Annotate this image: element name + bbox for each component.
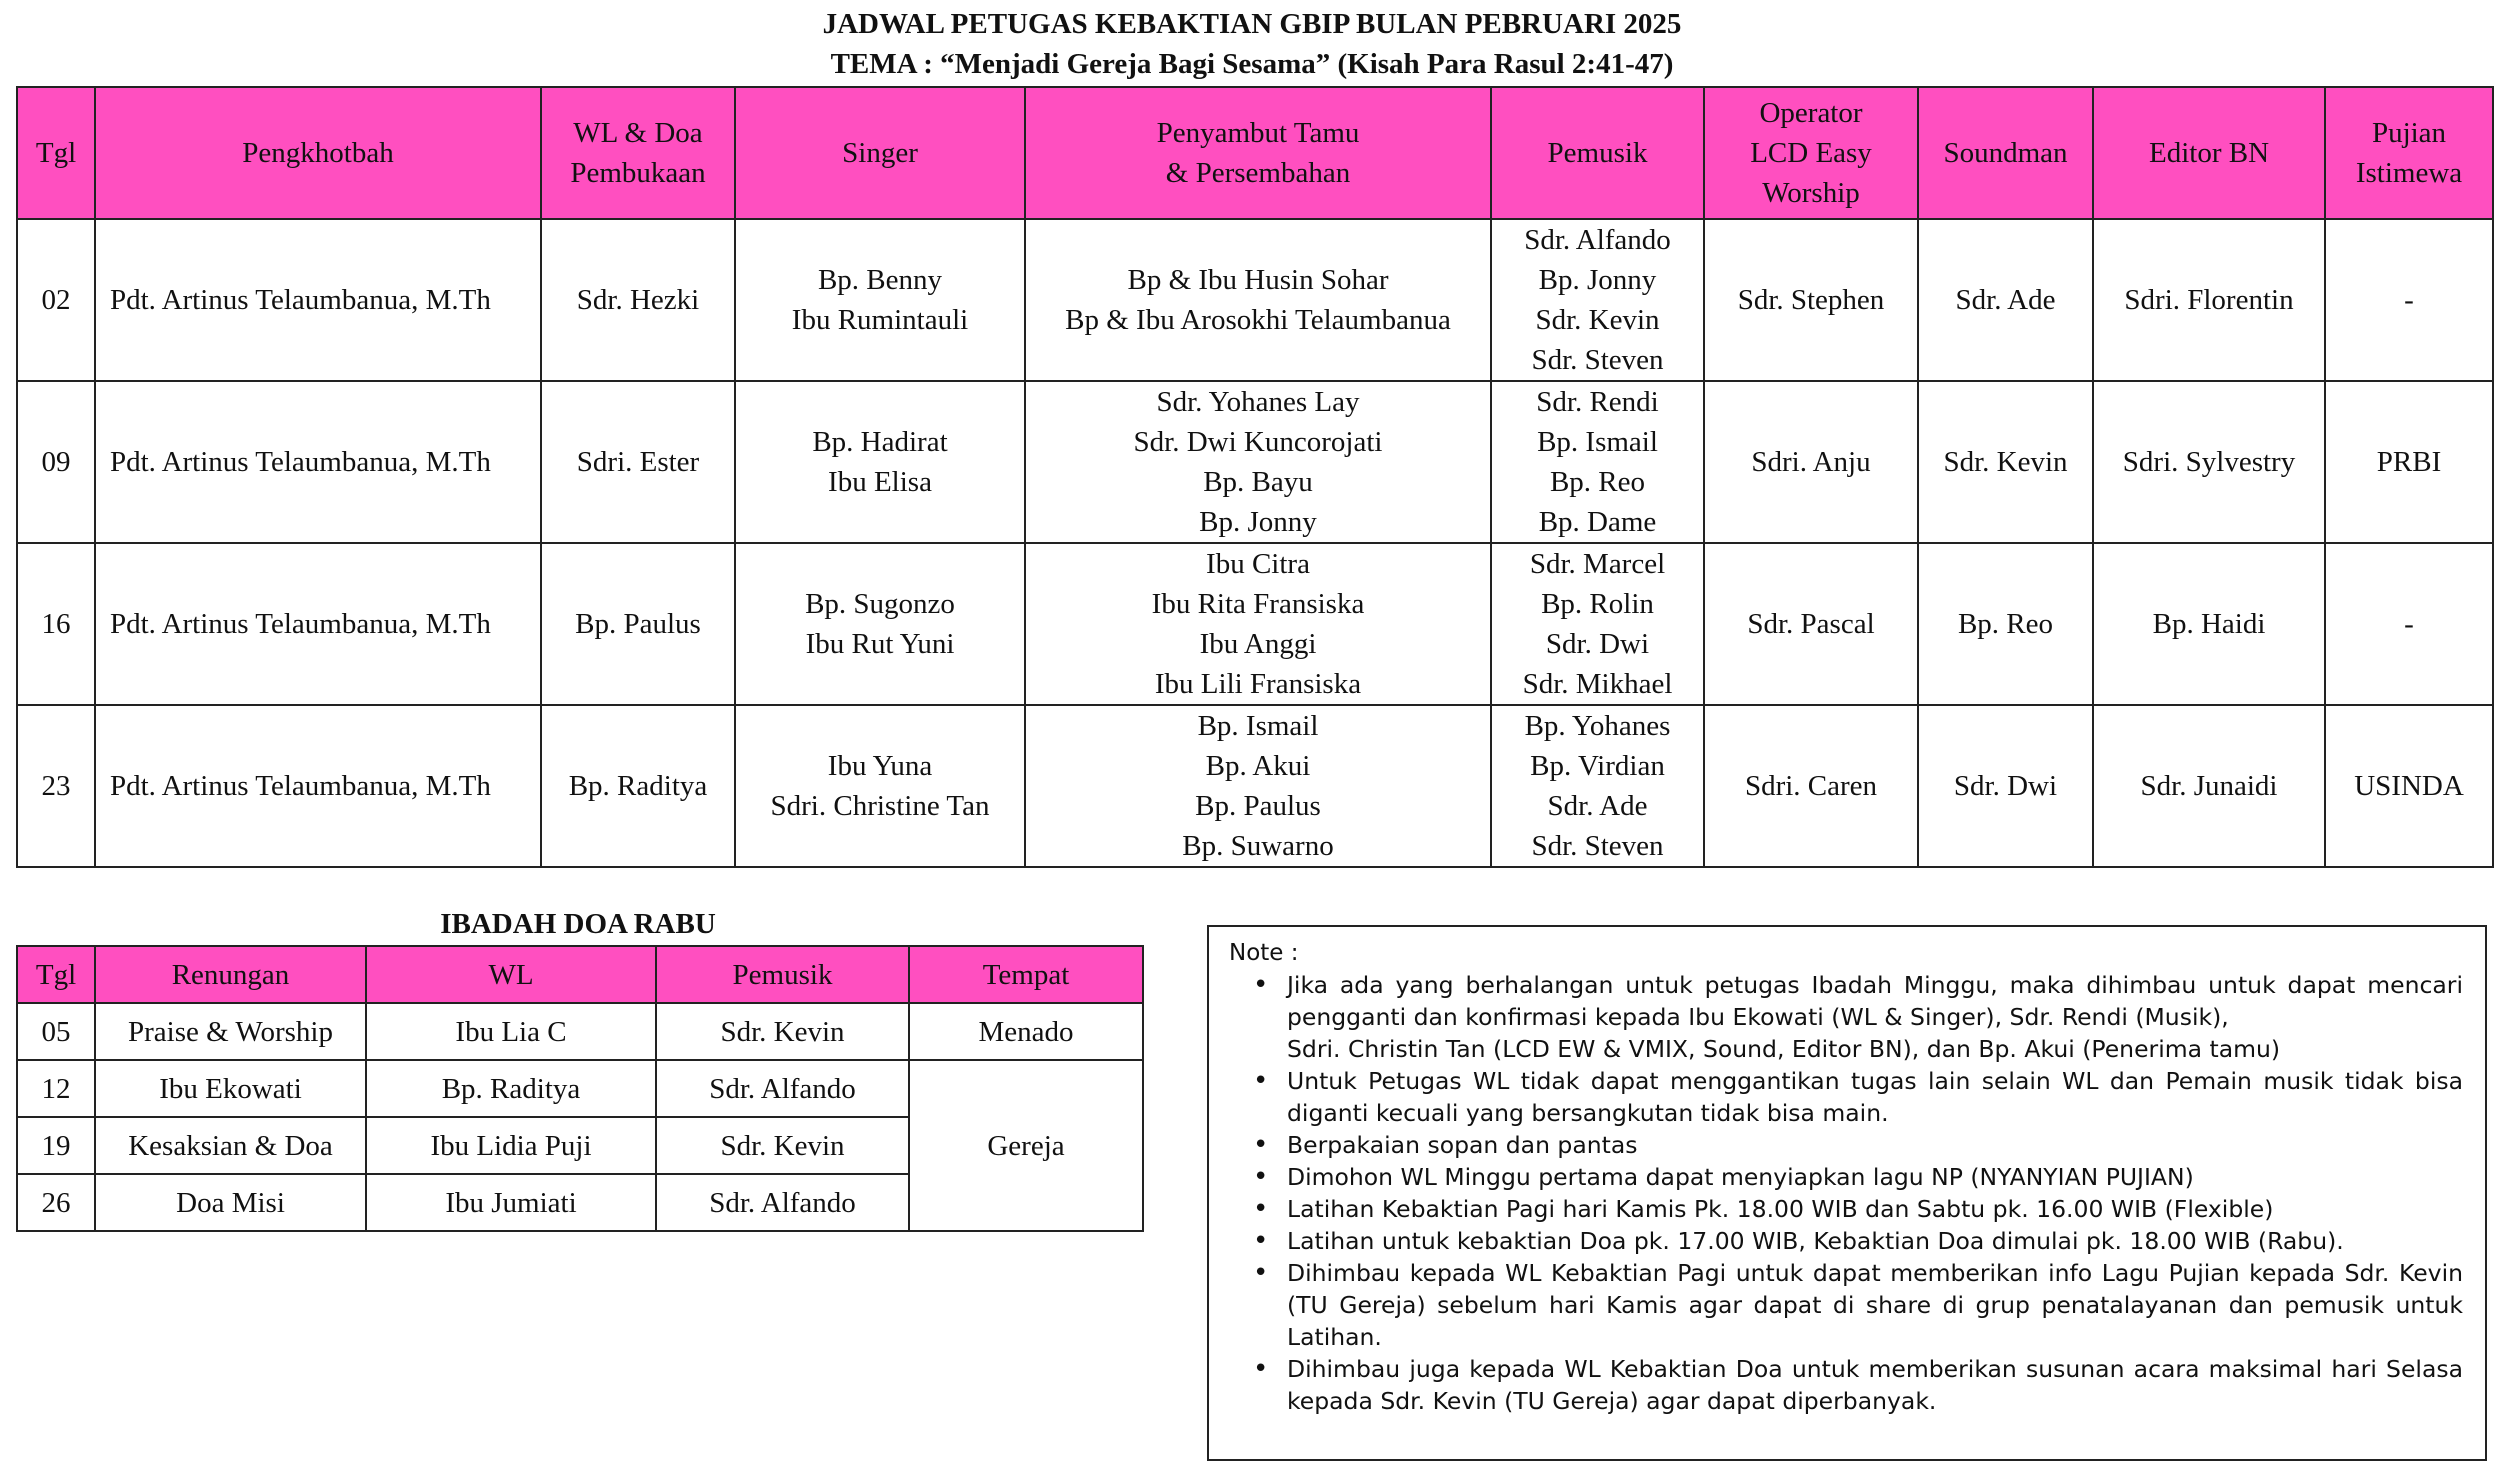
cell-singer xyxy=(735,705,1025,867)
cell-wl-line: Sdr. Hezki xyxy=(576,284,700,316)
cell-pujian-line: - xyxy=(2404,608,2414,640)
prayer-cell-tgl xyxy=(17,1003,95,1060)
cell-operator-line: Sdri. Anju xyxy=(1751,446,1871,478)
column-header-line: Worship xyxy=(1762,177,1860,209)
cell-pemusik-line: Sdr. Ade xyxy=(1547,790,1648,822)
column-header xyxy=(1704,87,1918,219)
schedule-row xyxy=(17,219,2493,381)
prayer-column-header xyxy=(366,946,656,1003)
cell-soundman-line: Sdr. Dwi xyxy=(1953,770,2058,802)
cell-pemusik-line: Bp. Rolin xyxy=(1541,588,1654,620)
prayer-cell-tempat xyxy=(909,1003,1143,1060)
cell-penyambut-line: Bp & Ibu Husin Sohar xyxy=(1127,264,1389,296)
column-header-line: Soundman xyxy=(1943,137,2068,169)
cell-operator xyxy=(1704,219,1918,381)
cell-soundman xyxy=(1918,381,2093,543)
note-item xyxy=(1265,1353,2463,1417)
cell-penyambut xyxy=(1025,381,1491,543)
cell-operator xyxy=(1704,381,1918,543)
prayer-cell-wl-line: Bp. Raditya xyxy=(441,1072,581,1105)
prayer-cell-renungan xyxy=(95,1060,366,1117)
prayer-column-header-line: Pemusik xyxy=(732,958,833,991)
prayer-cell-pemusik xyxy=(656,1003,909,1060)
cell-wl xyxy=(541,705,735,867)
prayer-cell-tempat xyxy=(909,1060,1143,1231)
cell-pemusik xyxy=(1491,381,1704,543)
cell-pujian-line: USINDA xyxy=(2354,770,2464,802)
prayer-cell-pemusik-line: Sdr. Alfando xyxy=(709,1072,856,1105)
column-header-line: Singer xyxy=(842,137,918,169)
prayer-column-header xyxy=(17,946,95,1003)
cell-tgl xyxy=(17,705,95,867)
cell-pujian-line: PRBI xyxy=(2376,446,2442,478)
note-item-text: • Latihan Kebaktian Pagi hari Kamis Pk. 18.00 WIB dan Sabtu pk. 16.00 WIB (Flexible) xyxy=(1287,1195,2274,1223)
prayer-cell-renungan-line: Doa Misi xyxy=(176,1186,285,1219)
prayer-cell-wl xyxy=(366,1117,656,1174)
prayer-cell-pemusik xyxy=(656,1060,909,1117)
cell-pemusik-line: Bp. Jonny xyxy=(1538,264,1657,296)
column-header-line: Tgl xyxy=(35,137,77,169)
prayer-row xyxy=(17,1060,1143,1117)
prayer-cell-renungan-line: Ibu Ekowati xyxy=(159,1072,302,1105)
cell-pemusik-line: Sdr. Alfando xyxy=(1524,224,1671,256)
note-item xyxy=(1265,1193,2463,1225)
cell-singer xyxy=(735,219,1025,381)
prayer-row xyxy=(17,1003,1143,1060)
cell-tgl-line: 16 xyxy=(41,608,71,640)
schedule-row xyxy=(17,543,2493,705)
column-header-line: LCD Easy xyxy=(1750,137,1872,169)
schedule-row xyxy=(17,705,2493,867)
column-header-line: & Persembahan xyxy=(1165,157,1351,189)
cell-tgl xyxy=(17,381,95,543)
cell-pengkhotbah-line: Pdt. Artinus Telaumbanua, M.Th xyxy=(110,608,491,640)
cell-penyambut-line: Bp. Bayu xyxy=(1203,466,1313,498)
cell-editor-line: Sdri. Sylvestry xyxy=(2122,446,2296,478)
cell-wl xyxy=(541,381,735,543)
prayer-cell-renungan-line: Kesaksian & Doa xyxy=(128,1129,333,1162)
note-item-text: Sdri. Christin Tan (LCD EW & VMIX, Sound, Editor BN), dan Bp. Akui (Penerima tamu) xyxy=(1287,1035,2281,1063)
prayer-cell-tgl xyxy=(17,1174,95,1231)
cell-singer xyxy=(735,543,1025,705)
cell-editor xyxy=(2093,381,2325,543)
cell-soundman-line: Sdr. Kevin xyxy=(1943,446,2068,478)
column-header-line: Penyambut Tamu xyxy=(1156,117,1360,149)
prayer-cell-tgl-line: 26 xyxy=(41,1186,71,1219)
note-list xyxy=(1229,969,2463,1417)
column-header-line: Editor BN xyxy=(2148,137,2270,169)
schedule-row xyxy=(17,381,2493,543)
prayer-cell-tempat-line: Menado xyxy=(978,1015,1074,1048)
column-header-line: Pemusik xyxy=(1547,137,1648,169)
cell-editor xyxy=(2093,219,2325,381)
cell-penyambut-line: Ibu Anggi xyxy=(1199,628,1317,660)
column-header-line: Pujian xyxy=(2371,117,2447,149)
cell-pemusik-line: Sdr. Dwi xyxy=(1545,628,1650,660)
cell-pemusik xyxy=(1491,219,1704,381)
column-header-line: Pengkhotbah xyxy=(242,137,394,169)
prayer-cell-tgl-line: 05 xyxy=(41,1015,71,1048)
note-item-text: • Untuk Petugas WL tidak dapat menggantikan tugas lain selain WL dan Pemain musik tidak bisa diganti kecuali yang bersangkutan tidak bisa main. xyxy=(1287,1067,2463,1127)
prayer-cell-wl xyxy=(366,1174,656,1231)
cell-singer-line: Ibu Elisa xyxy=(828,466,932,498)
cell-singer-line: Bp. Hadirat xyxy=(812,426,948,458)
note-item xyxy=(1265,1129,2463,1161)
cell-wl-line: Bp. Raditya xyxy=(568,770,708,802)
prayer-cell-wl-line: Ibu Lidia Puji xyxy=(430,1129,592,1162)
cell-pemusik-line: Sdr. Steven xyxy=(1531,344,1664,376)
prayer-cell-wl-line: Ibu Jumiati xyxy=(445,1186,577,1219)
prayer-cell-renungan-line: Praise & Worship xyxy=(128,1015,333,1048)
cell-penyambut-line: Bp & Ibu Arosokhi Telaumbanua xyxy=(1065,304,1451,336)
column-header xyxy=(17,87,95,219)
cell-pengkhotbah xyxy=(95,219,541,381)
prayer-header-row xyxy=(17,946,1143,1003)
cell-soundman xyxy=(1918,219,2093,381)
cell-pemusik-line: Bp. Ismail xyxy=(1537,426,1658,458)
column-header-line: Pembukaan xyxy=(570,157,706,189)
cell-tgl xyxy=(17,543,95,705)
cell-penyambut xyxy=(1025,705,1491,867)
schedule-header-row xyxy=(17,87,2493,219)
prayer-cell-pemusik-line: Sdr. Alfando xyxy=(709,1186,856,1219)
prayer-cell-tempat-line: Gereja xyxy=(987,1129,1065,1162)
cell-pujian xyxy=(2325,543,2493,705)
cell-pemusik-line: Bp. Reo xyxy=(1549,466,1646,498)
cell-singer-line: Bp. Benny xyxy=(817,264,943,296)
cell-pengkhotbah-line: Pdt. Artinus Telaumbanua, M.Th xyxy=(110,446,491,478)
column-header xyxy=(541,87,735,219)
cell-operator xyxy=(1704,705,1918,867)
prayer-column-header-line: Tgl xyxy=(35,958,77,991)
prayer-column-header-line: Renungan xyxy=(171,958,290,991)
note-item-text: • Dihimbau juga kepada WL Kebaktian Doa untuk memberikan susunan acara maksimal hari Selasa kepada Sdr. Kevin (TU Gereja) agar dapat diperbanyak. xyxy=(1287,1355,2463,1415)
cell-penyambut-line: Sdr. Dwi Kuncorojati xyxy=(1133,426,1383,458)
note-item-text: • Latihan untuk kebaktian Doa pk. 17.00 WIB, Kebaktian Doa dimulai pk. 18.00 WIB (Rabu). xyxy=(1287,1227,2344,1255)
cell-singer-line: Bp. Sugonzo xyxy=(805,588,955,620)
note-label: Note : xyxy=(1229,940,1299,966)
cell-editor-line: Sdri. Florentin xyxy=(2124,284,2294,316)
cell-editor xyxy=(2093,705,2325,867)
cell-pemusik xyxy=(1491,705,1704,867)
prayer-cell-wl xyxy=(366,1003,656,1060)
column-header-line: Operator xyxy=(1759,97,1863,129)
cell-pemusik-line: Bp. Yohanes xyxy=(1524,710,1671,742)
prayer-cell-tgl-line: 19 xyxy=(41,1129,71,1162)
column-header xyxy=(1025,87,1491,219)
prayer-cell-renungan xyxy=(95,1003,366,1060)
cell-tgl-line: 02 xyxy=(41,284,71,316)
cell-pujian xyxy=(2325,219,2493,381)
cell-soundman-line: Bp. Reo xyxy=(1957,608,2054,640)
cell-penyambut-line: Ibu Citra xyxy=(1206,548,1310,580)
theme-subtitle: TEMA : “Menjadi Gereja Bagi Sesama” (Kisah Para Rasul 2:41-47) xyxy=(830,48,1674,80)
note-item-text: • Dihimbau kepada WL Kebaktian Pagi untuk dapat memberikan info Lagu Pujian kepada Sdr. Kevin (TU Gereja) sebelum hari Kamis agar dapat di share di grup penatalayanan dan pemusik untuk Latihan. xyxy=(1287,1259,2463,1351)
prayer-cell-tgl xyxy=(17,1117,95,1174)
cell-soundman-line: Sdr. Ade xyxy=(1955,284,2056,316)
cell-pengkhotbah xyxy=(95,705,541,867)
prayer-column-header xyxy=(656,946,909,1003)
column-header xyxy=(95,87,541,219)
cell-pemusik-line: Sdr. Steven xyxy=(1531,830,1664,862)
prayer-cell-pemusik-line: Sdr. Kevin xyxy=(720,1129,845,1162)
cell-singer-line: Ibu Rumintauli xyxy=(791,304,969,336)
note-item xyxy=(1265,1161,2463,1193)
note-box xyxy=(1207,925,2487,1461)
cell-soundman xyxy=(1918,543,2093,705)
cell-soundman xyxy=(1918,705,2093,867)
prayer-cell-wl xyxy=(366,1060,656,1117)
note-item xyxy=(1265,1225,2463,1257)
cell-penyambut xyxy=(1025,543,1491,705)
cell-wl xyxy=(541,219,735,381)
cell-singer-line: Sdri. Christine Tan xyxy=(770,790,990,822)
column-header-line: Istimewa xyxy=(2355,157,2463,189)
prayer-cell-pemusik-line: Sdr. Kevin xyxy=(720,1015,845,1048)
cell-operator-line: Sdr. Pascal xyxy=(1747,608,1875,640)
note-item xyxy=(1265,1257,2463,1353)
cell-pemusik-line: Sdr. Mikhael xyxy=(1522,668,1673,700)
cell-operator-line: Sdr. Stephen xyxy=(1737,284,1885,316)
prayer-column-header xyxy=(95,946,366,1003)
note-item xyxy=(1265,969,2463,1065)
prayer-section-title: IBADAH DOA RABU xyxy=(440,908,716,940)
prayer-table xyxy=(16,945,1144,1232)
note-item-text: • Berpakaian sopan dan pantas xyxy=(1287,1131,1638,1159)
prayer-cell-pemusik xyxy=(656,1174,909,1231)
prayer-column-header xyxy=(909,946,1143,1003)
prayer-cell-renungan xyxy=(95,1174,366,1231)
cell-wl xyxy=(541,543,735,705)
column-header xyxy=(1491,87,1704,219)
cell-pemusik-line: Sdr. Kevin xyxy=(1535,304,1660,336)
cell-operator xyxy=(1704,543,1918,705)
prayer-cell-tgl-line: 12 xyxy=(41,1072,71,1105)
cell-pengkhotbah xyxy=(95,543,541,705)
cell-tgl-line: 23 xyxy=(41,770,71,802)
cell-tgl-line: 09 xyxy=(41,446,71,478)
cell-pujian xyxy=(2325,705,2493,867)
note-item xyxy=(1265,1065,2463,1129)
cell-singer-line: Ibu Rut Yuni xyxy=(805,628,955,660)
cell-penyambut-line: Ibu Lili Fransiska xyxy=(1154,668,1362,700)
prayer-column-header-line: Tempat xyxy=(982,958,1070,991)
column-header xyxy=(2093,87,2325,219)
cell-tgl xyxy=(17,219,95,381)
column-header-line: WL & Doa xyxy=(573,117,703,149)
cell-penyambut-line: Bp. Jonny xyxy=(1199,506,1317,538)
cell-editor xyxy=(2093,543,2325,705)
cell-operator-line: Sdri. Caren xyxy=(1744,770,1878,802)
cell-pemusik xyxy=(1491,543,1704,705)
cell-singer-line: Ibu Yuna xyxy=(827,750,933,782)
cell-editor-line: Bp. Haidi xyxy=(2152,608,2266,640)
cell-wl-line: Bp. Paulus xyxy=(575,608,701,640)
cell-pemusik-line: Sdr. Marcel xyxy=(1529,548,1666,580)
cell-pengkhotbah-line: Pdt. Artinus Telaumbanua, M.Th xyxy=(110,284,491,316)
cell-pemusik-line: Bp. Dame xyxy=(1538,506,1657,538)
prayer-cell-tgl xyxy=(17,1060,95,1117)
cell-penyambut-line: Sdr. Yohanes Lay xyxy=(1156,386,1360,418)
cell-wl-line: Sdri. Ester xyxy=(576,446,700,478)
note-item-text: • Jika ada yang berhalangan untuk petugas Ibadah Minggu, maka dihimbau untuk dapat mencari pengganti dan konfirmasi kepada Ibu Ekowati (WL & Singer), Sdr. Rendi (Musik), xyxy=(1287,971,2463,1031)
cell-penyambut-line: Bp. Paulus xyxy=(1195,790,1321,822)
cell-singer xyxy=(735,381,1025,543)
cell-pengkhotbah xyxy=(95,381,541,543)
cell-pemusik-line: Sdr. Rendi xyxy=(1536,386,1659,418)
column-header xyxy=(735,87,1025,219)
cell-penyambut xyxy=(1025,219,1491,381)
page-title: JADWAL PETUGAS KEBAKTIAN GBIP BULAN PEBRUARI 2025 xyxy=(822,8,1682,40)
prayer-cell-renungan xyxy=(95,1117,366,1174)
prayer-column-header-line: WL xyxy=(488,958,534,991)
cell-editor-line: Sdr. Junaidi xyxy=(2140,770,2278,802)
prayer-cell-wl-line: Ibu Lia C xyxy=(455,1015,567,1048)
cell-pujian-line: - xyxy=(2404,284,2414,316)
cell-penyambut-line: Ibu Rita Fransiska xyxy=(1151,588,1365,620)
note-item-text: • Dimohon WL Minggu pertama dapat menyiapkan lagu NP (NYANYIAN PUJIAN) xyxy=(1287,1163,2194,1191)
cell-pemusik-line: Bp. Virdian xyxy=(1530,750,1665,782)
prayer-cell-pemusik xyxy=(656,1117,909,1174)
cell-penyambut-line: Bp. Akui xyxy=(1205,750,1311,782)
schedule-table xyxy=(16,86,2494,868)
cell-penyambut-line: Bp. Ismail xyxy=(1197,710,1319,742)
cell-pengkhotbah-line: Pdt. Artinus Telaumbanua, M.Th xyxy=(110,770,491,802)
column-header xyxy=(1918,87,2093,219)
column-header xyxy=(2325,87,2493,219)
cell-pujian xyxy=(2325,381,2493,543)
cell-penyambut-line: Bp. Suwarno xyxy=(1182,830,1334,862)
